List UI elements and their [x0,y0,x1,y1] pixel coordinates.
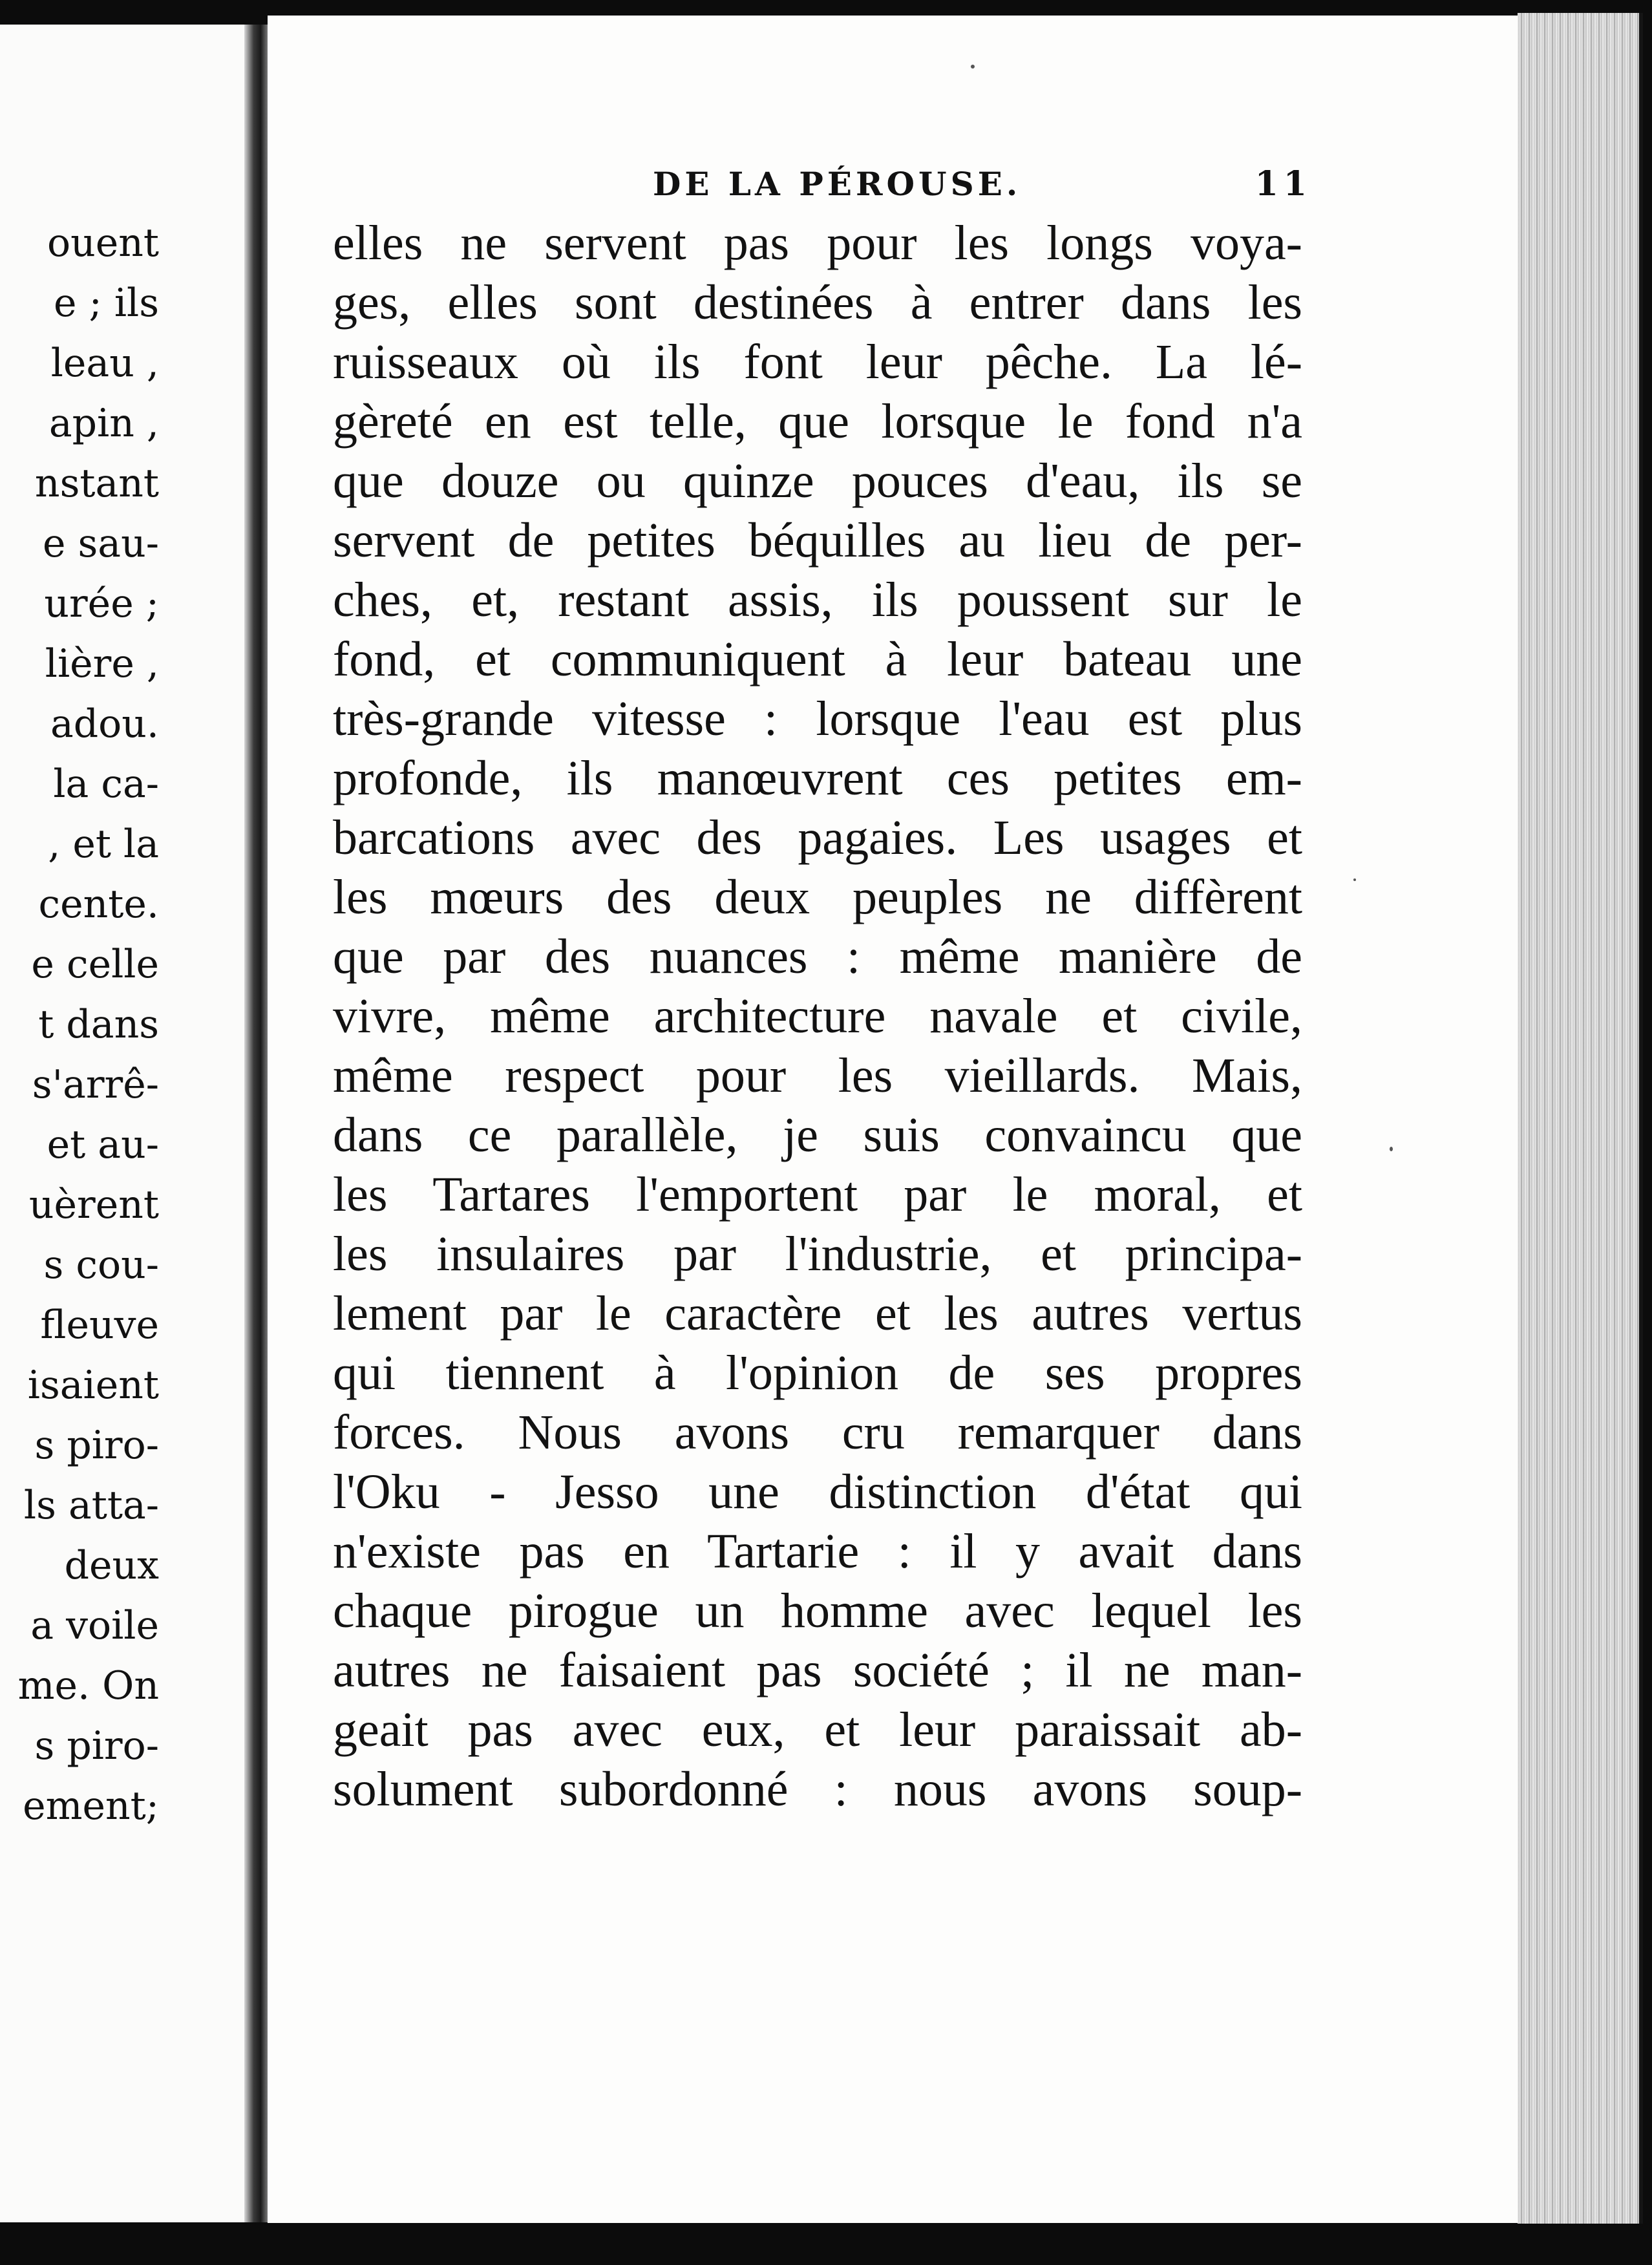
running-head [388,155,1312,213]
left-line: ement; [23,1783,159,1829]
left-line: a voile [30,1603,159,1648]
left-line: et au- [47,1122,159,1167]
left-line: s piro- [34,1723,159,1769]
left-line: la ca- [53,761,159,807]
left-line: apin , [48,401,159,446]
text-line: n'existe pas en Tartarie : il y avait dans [333,1524,1302,1579]
left-line: leau , [50,341,159,386]
book-gutter [244,25,268,2222]
text-line: forces. Nous avons cru remarquer dans [333,1405,1302,1460]
text-line: elles ne servent pas pour les longs voya- [333,216,1302,270]
text-line: les mœurs des deux peuples ne diffèrent [333,870,1302,924]
left-line: s'arrê- [32,1062,159,1107]
text-line: servent de petites béquilles au lieu de per- [333,513,1302,568]
page-number: 11 [1255,164,1312,204]
body-text [333,213,1302,1819]
page-edges [1518,13,1643,2224]
text-line: chaque pirogue un homme avec lequel les [333,1584,1302,1638]
left-line: s cou- [43,1242,159,1288]
text-line: fond, et communiquent à leur bateau une [333,632,1302,686]
paper-speck [971,65,975,69]
left-line: fleuve [40,1303,159,1348]
text-line: profonde, ils manœuvrent ces petites em- [333,751,1302,805]
text-line: geait pas avec eux, et leur paraissait ab- [333,1703,1302,1757]
left-line: deux [64,1543,159,1588]
left-line: e ; ils [53,281,159,326]
text-line: ges, elles sont destinées à entrer dans les [333,275,1302,330]
text-line: dans ce parallèle, je suis convaincu que [333,1108,1302,1162]
text-line: autres ne faisaient pas société ; il ne man- [333,1643,1302,1697]
left-line: adou. [50,701,159,747]
text-line: les insulaires par l'industrie, et principa- [333,1227,1302,1281]
left-page-text [0,213,159,1836]
left-line: t dans [38,1002,159,1047]
text-line: solument subordonné : nous avons soup- [333,1762,1302,1816]
text-line: les Tartares l'emportent par le moral, et [333,1167,1302,1222]
paper-speck [1390,1147,1393,1151]
left-line: e sau- [42,521,159,566]
left-line: ls atta- [23,1483,159,1528]
paper-speck [1353,878,1356,881]
text-line: qui tiennent à l'opinion de ses propres [333,1346,1302,1400]
text-line: ruisseaux où ils font leur pêche. La lé- [333,335,1302,389]
text-line: ches, et, restant assis, ils poussent sur le [333,573,1302,627]
left-line: s piro- [34,1423,159,1468]
left-line: lière , [45,641,159,686]
text-line: lement par le caractère et les autres vertus [333,1286,1302,1341]
text-line: même respect pour les vieillards. Mais, [333,1048,1302,1103]
text-line: gèreté en est telle, que lorsque le fond n'a [333,394,1302,449]
text-line: que douze ou quinze pouces d'eau, ils se [333,454,1302,508]
text-line: vivre, même architecture navale et civile, [333,989,1302,1043]
text-line: que par des nuances : même manière de [333,930,1302,984]
left-line: isaient [27,1363,159,1408]
left-line: me. On [17,1663,159,1708]
left-line: , et la [48,822,159,867]
left-line: urée ; [44,581,159,626]
text-line: très-grande vitesse : lorsque l'eau est plus [333,692,1302,746]
left-line: e celle [31,942,159,987]
text-line: barcations avec des pagaies. Les usages et [333,811,1302,865]
left-line: ouent [47,220,159,266]
text-line: l'Oku - Jesso une distinction d'état qui [333,1465,1302,1519]
left-line: nstant [34,461,159,506]
running-title: DE LA PÉROUSE. [653,165,1022,203]
left-line: cente. [38,882,159,927]
left-line: uèrent [28,1182,159,1228]
left-page [0,25,255,2222]
